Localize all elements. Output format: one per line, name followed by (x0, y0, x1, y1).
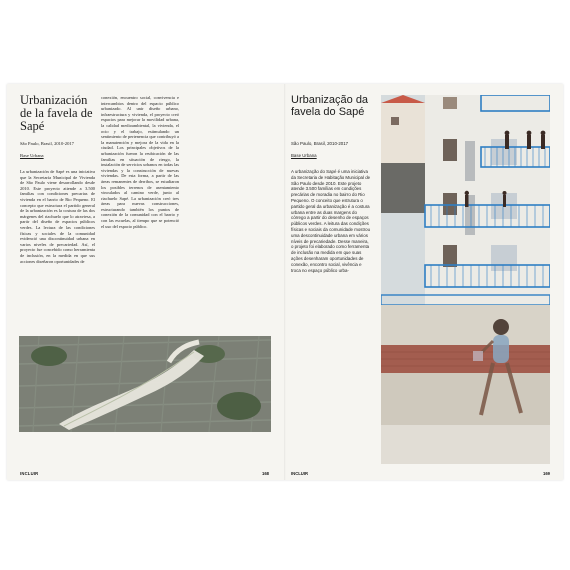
page-number-right: 169 (543, 471, 550, 476)
body-text-es-column-1: La urbanización de Sapé es una iniciativa que la Secretaría Municipal de Vivienda de São Paulo viene desarrollando desde 2010. Este proyecto atiende a 3.500 familias con condiciones precarias de vivienda en el barrio de Rio Pequeno. El concepto que estructura el partido general de la urbanización es la costura de las dos márgenes del riachuelo que lo atraviesa, a partir del diseño de espacios públicos verdes. La lectura de las condiciones físicas y sociales de la comunidad evidenció una discontinuidad urbana en varios niveles de precariedad. Así, el proyecto fue concebido como herramienta de inclusión, en la medida en que sus acciones diseñaron oportunidades de (20, 169, 95, 264)
project-meta-es: São Paulo, Brasil, 2010-2017 (20, 141, 74, 146)
page-title-es: Urbanización de la favela de Sapé (20, 93, 93, 133)
right-page (285, 84, 563, 480)
project-meta-pt: São Paulo, Brasil, 2010-2017 (291, 141, 349, 146)
footer-label-left: INCLUIR (20, 471, 39, 476)
body-text-es-column-2: conexión, encuentro social, convivencia e intercambios dentro del espacio público urbanizado. Al unir diseño urbano, infraestructura y vivienda, el proyecto creó espacios para mejorar la movilidad urbana, la calidad medioambiental, la vivienda, el ocio y el trabajo, estimulando un sentimiento de pertenencia que contribuyó a la manutención y mejora de la vida en la ciudad. Los principales objetivos de la urbanización fueron la reubicación de las familias en situación de riesgo, la instalación de servicios urbanos en todas las viviendas y la construcción de nuevas viviendas. De esta forma, a partir de las áreas remanentes de derribos, se estudiaron los posibles terrenos de asentamiento vinculados al camino verde, junto al riachuelo Sapé. La urbanización creó tres áreas para nuevas construcciones, estructurando también los puntos de conexión de la comunidad con el barrio y con las escuelas, al tiempo que se potenció el uso del espacio público. (101, 95, 179, 229)
book-spread (7, 84, 563, 480)
page-number-left: 168 (262, 471, 269, 476)
housing-photo (381, 95, 550, 464)
page-title-pt: Urbanização da favela do Sapé (291, 94, 369, 118)
body-text-pt-column-1: A urbanização do Sapé é uma iniciativa da Secretaria de Habitação Municipal de São Paulo desde 2010. Este projeto atende 3.500 famílias em condições precárias de moradia no bairro do Rio Pequeno. O conceito que estrutura o partido geral da urbanização é a costura urbana entre as duas margens do córrego a partir do desenho de espaços públicos verdes. A leitura das condições físicas e sociais da comunidade mostrou uma descontinuidade urbana em vários níveis de precariedade. Desse maneira, o projeto foi elaborado como ferramenta de inclusão na medida em que suas ações desenharam oportunidades de conexão, encontro social, vivência e troca no espaço público urba- (291, 169, 371, 273)
footer-label-right: INCLUIR (291, 471, 308, 476)
left-page (7, 84, 285, 480)
section-label-es: Base Urbana (20, 153, 44, 158)
aerial-photo (19, 336, 271, 432)
section-label-pt: Base Urbana (291, 153, 317, 158)
